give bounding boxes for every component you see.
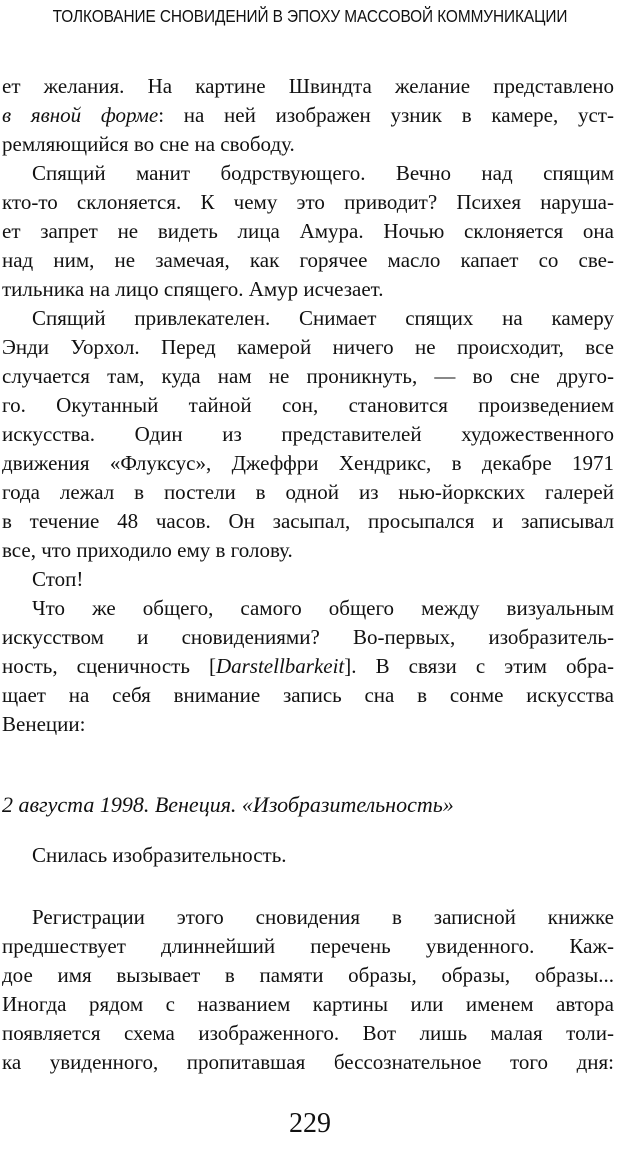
text-line: Спящий манит бодрствующего. Вечно над спящим <box>32 161 614 185</box>
text-line: появляется схема изображенного. Вот лишь малая толи- <box>2 1021 614 1045</box>
text-line: го. Окутанный тайной сон, становится произведением <box>2 393 614 417</box>
running-header: ТОЛКОВАНИЕ СНОВИДЕНИЙ В ЭПОХУ МАССОВОЙ КОММУНИКАЦИИ <box>52 6 568 26</box>
text-line: года лежал в постели в одной из нью-йоркских галерей <box>2 480 614 504</box>
text-line: ка увиденного, пропитавшая бессознательное того дня: <box>2 1050 614 1074</box>
paragraph-3 <box>2 304 614 565</box>
paragraph-2 <box>2 159 614 304</box>
paragraph-5 <box>2 594 614 739</box>
dream-entry: Снилась изобразительность. <box>32 843 287 867</box>
text-line: Стоп! <box>32 567 84 591</box>
paragraph-6 <box>2 903 614 1077</box>
text-line: движения «Флуксус», Джеффри Хендрикс, в декабре 1971 <box>2 451 614 475</box>
text-line: Венеции: <box>2 712 86 736</box>
text-line: кто-то склоняется. К чему это приводит? Психея наруша- <box>2 190 614 214</box>
text-line: тильника на лицо спящего. Амур исчезает. <box>2 277 384 301</box>
text-line: ет запрет не видеть лица Амура. Ночью склоняется она <box>2 219 614 243</box>
section-heading: 2 августа 1998. Венеция. «Изобразительность» <box>2 792 454 817</box>
text-line: дое имя вызывает в памяти образы, образы, образы... <box>2 963 614 987</box>
text-run: ность, сценичность [ <box>2 654 216 678</box>
text-line: в течение 48 часов. Он засыпал, просыпался и записывал <box>2 509 614 533</box>
text-line: Регистрации этого сновидения в записной книжке <box>32 905 614 929</box>
paragraph-4 <box>2 565 614 594</box>
text-line: над ним, не замечая, как горячее масло капает со све- <box>2 248 614 272</box>
emphasis-text: Darstellbarkeit <box>215 654 345 678</box>
text-line <box>2 652 614 681</box>
text-line: предшествует длиннейший перечень увиденного. Каж- <box>2 934 614 958</box>
emphasis-text: в явной форме <box>2 103 159 127</box>
text-line: ет желания. На картине Швиндта желание представлено <box>2 74 614 98</box>
text-line: Что же общего, самого общего между визуальным <box>32 596 614 620</box>
text-line: искусством и сновидениями? Во-первых, изобразитель- <box>2 625 614 649</box>
text-line: все, что приходило ему в голову. <box>2 538 293 562</box>
text-line: случается там, куда нам не проникнуть, — во сне друго- <box>2 364 614 388</box>
text-line: Иногда рядом с названием картины или именем автора <box>2 992 614 1016</box>
text-line: ремляющийся во сне на свободу. <box>2 132 295 156</box>
paragraph-1 <box>2 72 614 159</box>
text-run: : на ней изображен узник в камере, уст- <box>158 103 614 127</box>
text-line: щает на себя внимание запись сна в сонме искусства <box>2 683 614 707</box>
text-line: Энди Уорхол. Перед камерой ничего не происходит, все <box>2 335 614 359</box>
text-line: Спящий привлекателен. Снимает спящих на камеру <box>32 306 614 330</box>
text-line: искусства. Один из представителей художественного <box>2 422 614 446</box>
text-run: ]. В связи с этим обра- <box>344 654 614 678</box>
page-number: 229 <box>289 1108 331 1139</box>
text-line <box>2 101 614 130</box>
